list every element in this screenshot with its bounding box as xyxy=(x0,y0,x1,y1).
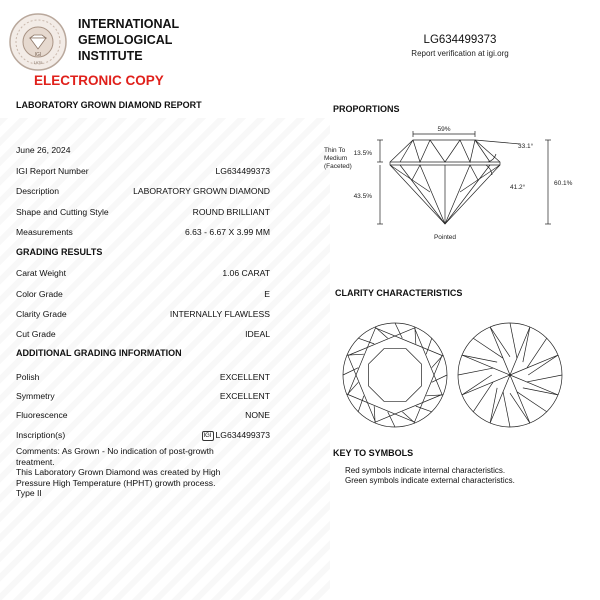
crown-facet-line xyxy=(388,412,395,427)
crown-facet-line xyxy=(374,406,375,423)
grading-row: Clarity Grade INTERNALLY FLAWLESS xyxy=(16,309,270,319)
pavilion-half-line xyxy=(503,392,510,427)
org-line-2: GEMOLOGICAL xyxy=(78,33,173,47)
pavilion-half-line xyxy=(458,368,493,375)
pavilion-depth-pct: 43.5% xyxy=(353,193,372,200)
crown-facet-line xyxy=(358,396,364,412)
pavilion-half-line xyxy=(523,388,558,395)
org-name xyxy=(78,16,179,64)
pavilion-half-line xyxy=(510,393,530,423)
proportions-diagram xyxy=(320,122,580,247)
pavilion-half-line xyxy=(527,375,562,382)
inscription-value: IGI LG634499373 xyxy=(203,430,270,440)
key-to-symbols-title: KEY TO SYMBOLS xyxy=(333,448,414,458)
pavilion-half-line xyxy=(490,327,510,357)
electronic-copy-label: ELECTRONIC COPY xyxy=(34,73,164,88)
crown-facet-line xyxy=(416,406,432,412)
crown-facet-line xyxy=(395,323,402,338)
crown-facet-line xyxy=(347,354,364,355)
crown-facet-line xyxy=(432,355,443,368)
girdle-line-3: (Faceted) xyxy=(324,163,352,170)
pavilion-half-line xyxy=(462,355,497,362)
culet: Pointed xyxy=(433,234,457,241)
total-depth-pct: 60.1% xyxy=(554,180,573,187)
igi-inscription-icon: IGI xyxy=(203,433,212,439)
comments: Comments: As Grown - No indication of post-growth treatment. This Laboratory Grown Diamond was created by High Pressure High Temperature (HPHT) growth process. Type II xyxy=(16,446,221,499)
detail-row xyxy=(16,145,270,157)
report-number-value: LG634499373 xyxy=(215,166,270,176)
crown-height-pct: 13.5% xyxy=(353,150,372,157)
crown-angle: 33.1° xyxy=(518,143,534,150)
additional-row: Inscription(s) IGI LG634499373 xyxy=(16,430,270,440)
grading-row: Carat Weight 1.06 CARAT xyxy=(16,268,270,278)
proportions-title: PROPORTIONS xyxy=(333,104,400,114)
detail-row: IGI Report Number LG634499373 xyxy=(16,166,270,176)
pavilion-half-line xyxy=(490,388,497,423)
crown-facet-line xyxy=(415,327,416,344)
verification-link[interactable]: Report verification at igi.org xyxy=(411,49,509,58)
pavilion-half-line xyxy=(510,323,517,358)
report-title: LABORATORY GROWN DIAMOND REPORT xyxy=(16,100,202,110)
crown-facet-line xyxy=(358,338,374,344)
crown-star-square xyxy=(348,328,442,422)
header-report-number: LG634499373 xyxy=(423,34,497,46)
crown-facet-line xyxy=(426,338,432,354)
pavilion-half-line xyxy=(462,375,492,395)
crown-facet-line xyxy=(426,395,443,396)
crown-facet-line xyxy=(432,375,447,382)
detail-row: Shape and Cutting Style ROUND BRILLIANT xyxy=(16,207,270,217)
crown-facet-line xyxy=(343,368,358,375)
crown-table xyxy=(369,349,422,402)
crown-view-plot xyxy=(340,320,450,430)
additional-info-title: ADDITIONAL GRADING INFORMATION xyxy=(16,348,182,358)
detail-row: Measurements 6.63 - 6.67 X 3.99 MM xyxy=(16,227,270,237)
crown-facet-line xyxy=(375,327,388,338)
girdle-line-2: Medium xyxy=(324,155,348,162)
pavilion-angle: 41.2° xyxy=(510,184,526,191)
igi-seal-logo xyxy=(8,12,68,72)
key-external-note: Green symbols indicate external characteristics. xyxy=(345,476,515,485)
pavilion-half-line xyxy=(523,327,530,362)
org-line-3: INSTITUTE xyxy=(78,49,143,63)
pavilion-view-plot xyxy=(455,320,565,430)
grading-row: Cut Grade IDEAL xyxy=(16,329,270,339)
table-pct: 59% xyxy=(437,126,451,133)
crown-facet-line xyxy=(402,412,415,423)
girdle-line-1: Thin To xyxy=(324,147,346,154)
report-date: June 26, 2024 xyxy=(16,145,71,155)
crown-star-square xyxy=(348,328,442,422)
detail-row: Description LABORATORY GROWN DIAMOND xyxy=(16,186,270,196)
key-internal-note: Red symbols indicate internal characteristics. xyxy=(345,466,506,475)
additional-row: Symmetry EXCELLENT xyxy=(16,391,270,401)
org-line-1: INTERNATIONAL xyxy=(78,17,180,31)
additional-row: Fluorescence NONE xyxy=(16,410,270,420)
logo-year: 1975 xyxy=(33,60,43,65)
additional-row: Polish EXCELLENT xyxy=(16,372,270,382)
grading-results-title: GRADING RESULTS xyxy=(16,247,103,257)
logo-letters: IGI xyxy=(34,52,42,58)
grading-row: Color Grade E xyxy=(16,289,270,299)
clarity-title: CLARITY CHARACTERISTICS xyxy=(335,288,463,298)
crown-facet-line xyxy=(347,382,358,395)
pavilion-half-line xyxy=(528,355,558,375)
